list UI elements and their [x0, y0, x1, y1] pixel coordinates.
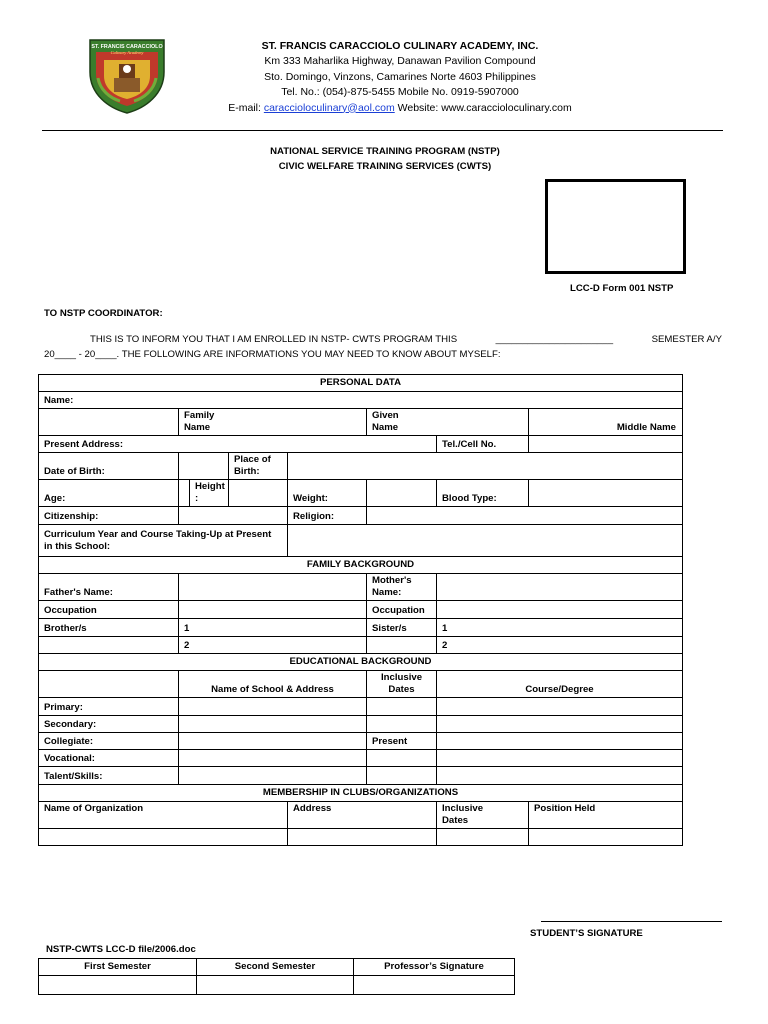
- weight-label: Weight:: [288, 480, 367, 507]
- tel-label: Tel./Cell No.: [437, 436, 529, 453]
- middle-name-label: Middle Name: [529, 409, 683, 436]
- inclusive-dates-text: Inclusive Dates: [442, 803, 484, 826]
- father-occupation-label: Occupation: [39, 601, 179, 619]
- logo-text-sub: Culinary Academy: [110, 50, 144, 55]
- personal-data-heading: PERSONAL DATA: [39, 375, 683, 392]
- religion-label: Religion:: [288, 507, 367, 525]
- semester-table: [38, 958, 515, 995]
- height-field[interactable]: [229, 480, 288, 507]
- brothers-label: Brother/s: [39, 619, 179, 637]
- tel-field[interactable]: [529, 436, 683, 453]
- email-link[interactable]: caraccioloculinary@aol.com: [263, 101, 395, 114]
- position-column-header: Position Held: [529, 802, 683, 829]
- curriculum-field[interactable]: [288, 525, 683, 557]
- primary-label: Primary:: [39, 698, 179, 716]
- sisters-label: Sister/s: [367, 619, 437, 637]
- logo-text-top: ST. FRANCIS CARACCIOLO: [91, 44, 163, 50]
- secondary-school-field[interactable]: [179, 716, 367, 733]
- website-text: Website: www.caraccioloculinary.com: [394, 101, 572, 114]
- collegiate-dates-field[interactable]: Present: [367, 733, 437, 750]
- father-occupation-field[interactable]: [179, 601, 367, 619]
- signature-line[interactable]: [541, 921, 722, 922]
- given-name-label: [367, 409, 529, 436]
- contact-line: [170, 101, 630, 117]
- weight-field[interactable]: [367, 480, 437, 507]
- given-name-text: Given Name: [372, 410, 399, 433]
- secondary-dates-field[interactable]: [367, 716, 437, 733]
- talent-field[interactable]: [179, 767, 367, 785]
- sister-2-field[interactable]: 2: [437, 637, 683, 654]
- talent-label: Talent/Skills:: [39, 767, 179, 785]
- age-field[interactable]: [179, 480, 190, 507]
- intro-line-1: [44, 334, 722, 345]
- email-label: E-mail:: [228, 101, 264, 114]
- place-of-birth-label: Place of Birth:: [229, 453, 288, 480]
- secondary-label: Secondary:: [39, 716, 179, 733]
- photo-box[interactable]: [545, 179, 686, 274]
- present-address-label: Present Address:: [39, 436, 437, 453]
- organization-column-header: Name of Organization: [39, 802, 288, 829]
- primary-dates-field[interactable]: [367, 698, 437, 716]
- blood-type-field[interactable]: [529, 480, 683, 507]
- phone-line: Tel. No.: (054)-875-5455 Mobile No. 0919-5907000: [281, 86, 519, 98]
- educational-background-heading: EDUCATIONAL BACKGROUND: [39, 654, 683, 671]
- org-dates-field[interactable]: [437, 829, 529, 846]
- second-semester-header: Second Semester: [197, 959, 354, 976]
- signature-label: STUDENT’S SIGNATURE: [530, 928, 643, 939]
- place-of-birth-field[interactable]: [288, 453, 683, 480]
- citizenship-field[interactable]: [179, 507, 288, 525]
- vocational-label: Vocational:: [39, 750, 179, 767]
- curriculum-label: Curriculum Year and Course Taking-Up at Present in this School:: [39, 525, 288, 557]
- membership-heading: MEMBERSHIP IN CLUBS/ORGANIZATIONS: [39, 785, 683, 802]
- professor-signature-field[interactable]: [354, 976, 515, 995]
- brother-2-field[interactable]: 2: [179, 637, 367, 654]
- sister-1-field[interactable]: 1: [437, 619, 683, 637]
- professor-signature-header: Professor’s Signature: [354, 959, 515, 976]
- collegiate-label: Collegiate:: [39, 733, 179, 750]
- address-column-header: Address: [288, 802, 437, 829]
- salutation: TO NSTP COORDINATOR:: [44, 308, 163, 319]
- religion-field[interactable]: [367, 507, 683, 525]
- mother-label: Mother's Name:: [367, 574, 437, 601]
- name-label: Name:: [39, 392, 683, 409]
- header-divider: [42, 130, 723, 131]
- collegiate-school-field[interactable]: [179, 733, 367, 750]
- student-info-table: [38, 374, 683, 846]
- collegiate-course-field[interactable]: [437, 733, 683, 750]
- first-semester-field[interactable]: [39, 976, 197, 995]
- position-field[interactable]: [529, 829, 683, 846]
- father-label: Father's Name:: [39, 574, 179, 601]
- form-code: LCC-D Form 001 NSTP: [570, 283, 674, 294]
- secondary-course-field[interactable]: [437, 716, 683, 733]
- mother-occupation-field[interactable]: [437, 601, 683, 619]
- semester-blank[interactable]: ______________________: [495, 334, 614, 345]
- second-semester-field[interactable]: [197, 976, 354, 995]
- organization-field[interactable]: [39, 829, 288, 846]
- father-field[interactable]: [179, 574, 367, 601]
- citizenship-label: Citizenship:: [39, 507, 179, 525]
- brother-1-field[interactable]: 1: [179, 619, 367, 637]
- dates-column-header: Inclusive Dates: [367, 671, 437, 698]
- blood-type-label: Blood Type:: [437, 480, 529, 507]
- vocational-dates-field[interactable]: [367, 750, 437, 767]
- dob-label: Date of Birth:: [39, 453, 179, 480]
- program-subtitle: CIVIC WELFARE TRAINING SERVICES (CWTS): [278, 161, 492, 172]
- program-title: NATIONAL SERVICE TRAINING PROGRAM (NSTP): [270, 146, 500, 157]
- school-column-header: Name of School & Address: [179, 671, 367, 698]
- intro-text-right: SEMESTER A/Y: [651, 334, 722, 345]
- family-name-text: Family Name: [184, 410, 215, 433]
- course-column-header: Course/Degree: [437, 671, 683, 698]
- family-name-label: [179, 409, 367, 436]
- primary-school-field[interactable]: [179, 698, 367, 716]
- primary-course-field[interactable]: [437, 698, 683, 716]
- dob-field[interactable]: [179, 453, 229, 480]
- org-address-field[interactable]: [288, 829, 437, 846]
- inclusive-dates-column-header: [437, 802, 529, 829]
- address-line-1: Km 333 Maharlika Highway, Danawan Pavilion Compound: [264, 55, 536, 67]
- vocational-school-field[interactable]: [179, 750, 367, 767]
- mother-field[interactable]: [437, 574, 683, 601]
- height-label: Height :: [190, 480, 229, 507]
- family-background-heading: FAMILY BACKGROUND: [39, 557, 683, 574]
- intro-text-left: THIS IS TO INFORM YOU THAT I AM ENROLLED IN NSTP- CWTS PROGRAM THIS: [90, 334, 458, 345]
- file-label: NSTP-CWTS LCC-D file/2006.doc: [46, 944, 196, 955]
- address-line-2: Sto. Domingo, Vinzons, Camarines Norte 4603 Philippines: [264, 70, 536, 83]
- school-logo: [86, 38, 168, 114]
- intro-line-2: 20____ - 20____. THE FOLLOWING ARE INFORMATIONS YOU MAY NEED TO KNOW ABOUT MYSELF:: [44, 349, 501, 360]
- first-semester-header: First Semester: [39, 959, 197, 976]
- school-name: ST. FRANCIS CARACCIOLO CULINARY ACADEMY, INC.: [261, 40, 539, 52]
- vocational-course-field[interactable]: [437, 750, 683, 767]
- age-label: Age:: [39, 480, 179, 507]
- mother-occupation-label: Occupation: [367, 601, 437, 619]
